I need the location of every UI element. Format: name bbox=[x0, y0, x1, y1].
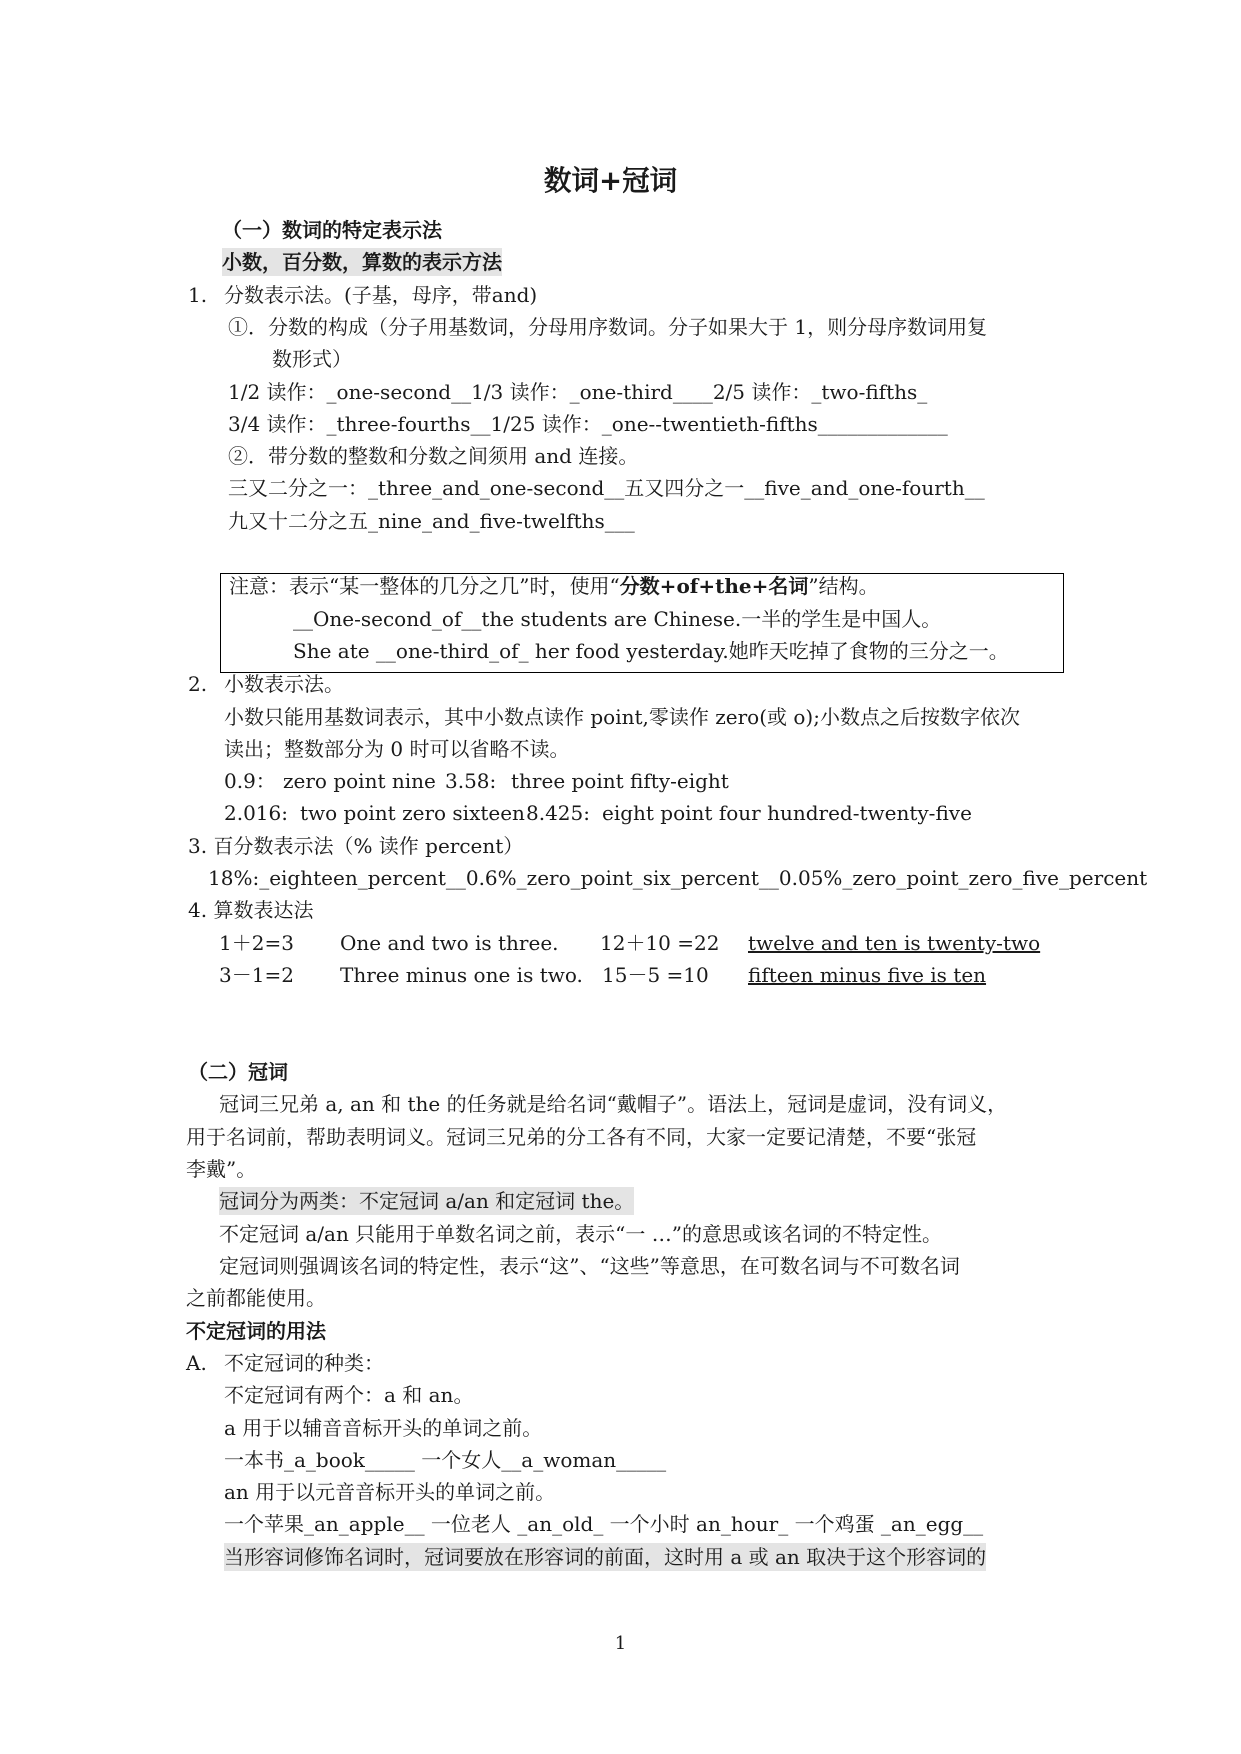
section1-heading: （一）数词的特定表示法 bbox=[222, 218, 442, 242]
arith-r1c2: One and two is three. bbox=[340, 931, 559, 955]
indefinite-usage-heading: 不定冠词的用法 bbox=[186, 1319, 326, 1343]
decimal-r2c3: 8.425: bbox=[526, 801, 590, 825]
articles-p1-line3: 李戴”。 bbox=[186, 1157, 257, 1181]
decimal-r1c3: 3.58: bbox=[445, 769, 497, 793]
articles-p4-line1: 定冠词则强调该名词的特定性，表示“这”、“这些”等意思，在可数名词与不可数名词 bbox=[219, 1254, 960, 1278]
arith-r1c4: twelve and ten is twenty-two bbox=[748, 931, 1041, 955]
mixed-fraction-example1: 三又二分之一：_three_and_one-second__五又四分之一__five_and_one-fourth__ bbox=[228, 476, 985, 500]
mixed-fraction-example2: 九又十二分之五_nine_and_five-twelfths___ bbox=[228, 509, 635, 533]
note-suffix: ”结构。 bbox=[808, 574, 879, 598]
articles-p1-line1: 冠词三兄弟 a, an 和 the 的任务就是给名词“戴帽子”。语法上，冠词是虚词，没有词义， bbox=[219, 1092, 1008, 1116]
decimal-r1c2: zero point nine bbox=[283, 769, 436, 793]
indefinite-line4: an 用于以元音音标开头的单词之前。 bbox=[224, 1480, 556, 1504]
fraction-rule2: ②．带分数的整数和分数之间须用 and 连接。 bbox=[228, 444, 639, 468]
item4-text: 4. 算数表达法 bbox=[188, 898, 314, 922]
indefinite-line2: a 用于以辅音音标开头的单词之前。 bbox=[224, 1416, 543, 1440]
fraction-example1: 1/2 读作：_one-second__1/3 读作：_one-third____2/5 读作：_two-fifths_ bbox=[228, 380, 928, 404]
decimal-r2c2: two point zero sixteen bbox=[300, 801, 525, 825]
decimal-desc-line1: 小数只能用基数词表示，其中小数点读作 point,零读作 zero(或 o);小数点之后按数字依次 bbox=[224, 705, 1020, 729]
decimal-r1c4: three point fifty-eight bbox=[511, 769, 729, 793]
indefinite-line6: 当形容词修饰名词时，冠词要放在形容词的前面，这时用 a 或 an 取决于这个形容词的 bbox=[224, 1545, 987, 1569]
fraction-rule1-line2: 数形式） bbox=[272, 347, 352, 371]
arith-r1c1: 1＋2=3 bbox=[219, 931, 294, 955]
indefinite-line1: 不定冠词有两个：a 和 an。 bbox=[224, 1383, 474, 1407]
articles-p4-line2: 之前都能使用。 bbox=[186, 1286, 326, 1310]
page-number: 1 bbox=[614, 1633, 627, 1654]
decimal-r1c1: 0.9： bbox=[224, 769, 276, 793]
decimal-r2c4: eight point four hundred-twenty-five bbox=[602, 801, 972, 825]
arith-r2c1: 3－1=2 bbox=[219, 963, 294, 987]
articles-p1-line2: 用于名词前，帮助表明词义。冠词三兄弟的分工各有不同，大家一定要记清楚，不要“张冠 bbox=[186, 1125, 977, 1149]
item2-text: 小数表示法。 bbox=[224, 672, 344, 696]
note-line1 bbox=[229, 572, 879, 600]
decimal-desc-line2: 读出；整数部分为 0 时可以省略不读。 bbox=[224, 737, 570, 761]
articles-p3: 不定冠词 a/an 只能用于单数名词之前，表示“一 …”的意思或该名词的不特定性。 bbox=[219, 1222, 942, 1246]
arith-r2c2: Three minus one is two. bbox=[340, 963, 583, 987]
indefinite-line5: 一个苹果_an_apple__ 一位老人 _an_old_ 一个小时 an_hour_ 一个鸡蛋 _an_egg__ bbox=[224, 1512, 984, 1536]
section2-heading: （二）冠词 bbox=[188, 1060, 288, 1084]
item3-text: 3. 百分数表示法（% 读作 percent） bbox=[188, 834, 524, 858]
indefinite-line3: 一本书_a_book_____ 一个女人__a_woman_____ bbox=[224, 1448, 667, 1472]
item1-text: 分数表示法。(子基，母序，带and) bbox=[224, 283, 538, 307]
item2-number: 2. bbox=[188, 672, 208, 696]
item1-number: 1. bbox=[188, 283, 208, 307]
articles-p2: 冠词分为两类：不定冠词 a/an 和定冠词 the。 bbox=[219, 1189, 635, 1213]
note-example1: __One-second_of__the students are Chinese.一半的学生是中国人。 bbox=[293, 607, 942, 631]
section1-subheading: 小数，百分数，算数的表示方法 bbox=[222, 250, 502, 274]
fraction-example2: 3/4 读作：_three-fourths__1/25 读作：_one--twentieth-fifths_____________ bbox=[228, 412, 948, 436]
decimal-r2c1: 2.016: bbox=[224, 801, 288, 825]
fraction-rule1-line1: ①．分数的构成（分子用基数词，分母用序数词。分子如果大于 1，则分母序数词用复 bbox=[228, 315, 988, 339]
section-a-text: 不定冠词的种类： bbox=[224, 1351, 384, 1375]
arith-r2c4: fifteen minus five is ten bbox=[748, 963, 987, 987]
note-bold-structure: 分数+of+the+名词 bbox=[619, 574, 809, 598]
arith-r2c3: 15－5 =10 bbox=[602, 963, 709, 987]
section-a-label: A. bbox=[186, 1351, 207, 1375]
arith-r1c3: 12＋10 =22 bbox=[600, 931, 720, 955]
note-example2: She ate __one-third_of_ her food yesterday.她昨天吃掉了食物的三分之一。 bbox=[293, 639, 1009, 663]
page-title: 数词+冠词 bbox=[543, 164, 678, 197]
note-prefix: 注意：表示“某一整体的几分之几”时，使用“ bbox=[229, 574, 620, 598]
percent-example: 18%:_eighteen_percent__0.6%_zero_point_six_percent__0.05%_zero_point_zero_five_percent bbox=[208, 866, 1148, 890]
